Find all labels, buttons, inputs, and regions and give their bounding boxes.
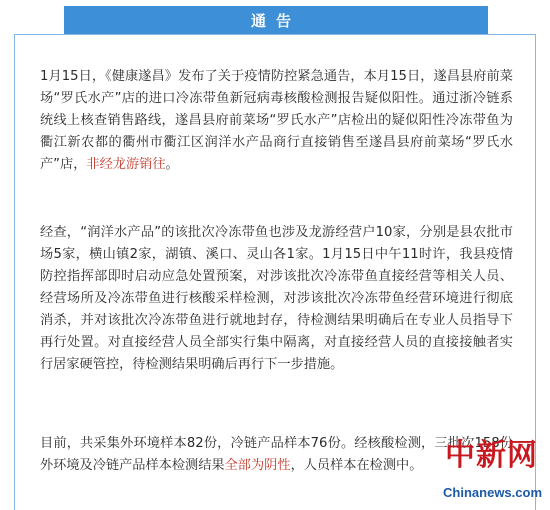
paragraph-3-text: 目前，共采集外环境样本82份，冷链产品样本76份。经核酸检测，三批次158份外环境及冷链产品样本检测结果	[40, 436, 513, 473]
chinanews-watermark-site: Chinanews.com	[443, 485, 542, 500]
paragraph-1-text: 1月15日，《健康遂昌》发布了关于疫情防控紧急通告，本月15日，遂昌县府前菜场“罗氏水产”店的进口冷冻带鱼新冠病毒核酸检测报告疑似阳性。通过浙冷链系统线上核查销售路线，遂昌县府前菜场“罗氏水产”店检出的疑似阳性冷冻带鱼为衢江新农都的衢州市衢江区润洋水产品商行直接销售至遂昌县府前菜场“罗氏水产”店，	[40, 69, 513, 172]
paragraph-2	[40, 222, 513, 376]
paragraph-2-text: 经查，“润洋水产品”的该批次冷冻带鱼也涉及龙游经营户10家，分别是县农批市场5家，横山镇2家，湖镇、溪口、灵山各1家。1月15日中午11时许，我县疫情防控指挥部即时启动应急处置预案，对涉该批次冷冻带鱼直接经营等相关人员、经营场所及冷冻带鱼进行核酸采样检测，对涉该批次冷冻带鱼经营环境进行彻底消杀，并对该批次冷冻带鱼进行就地封存，待检测结果明确后在专业人员指导下再行处置。对直接经营人员全部实行集中隔离，对直接经营人员的直接接触者实行居家硬管控，待检测结果明确后再行下一步措施。	[40, 225, 513, 372]
paragraph-1	[40, 66, 513, 176]
notice-title: 通告	[250, 11, 301, 30]
paragraph-3-highlight: 全部为阴性	[224, 458, 291, 473]
paragraph-3-end: ，人员样本在检测中。	[290, 458, 423, 473]
paragraph-1-end: 。	[165, 157, 179, 172]
paragraph-1-highlight: 非经龙游销往	[86, 157, 166, 172]
paragraph-3	[40, 433, 513, 477]
chinanews-watermark-logo: 中新网	[445, 438, 538, 473]
notice-title-bar	[64, 6, 488, 34]
